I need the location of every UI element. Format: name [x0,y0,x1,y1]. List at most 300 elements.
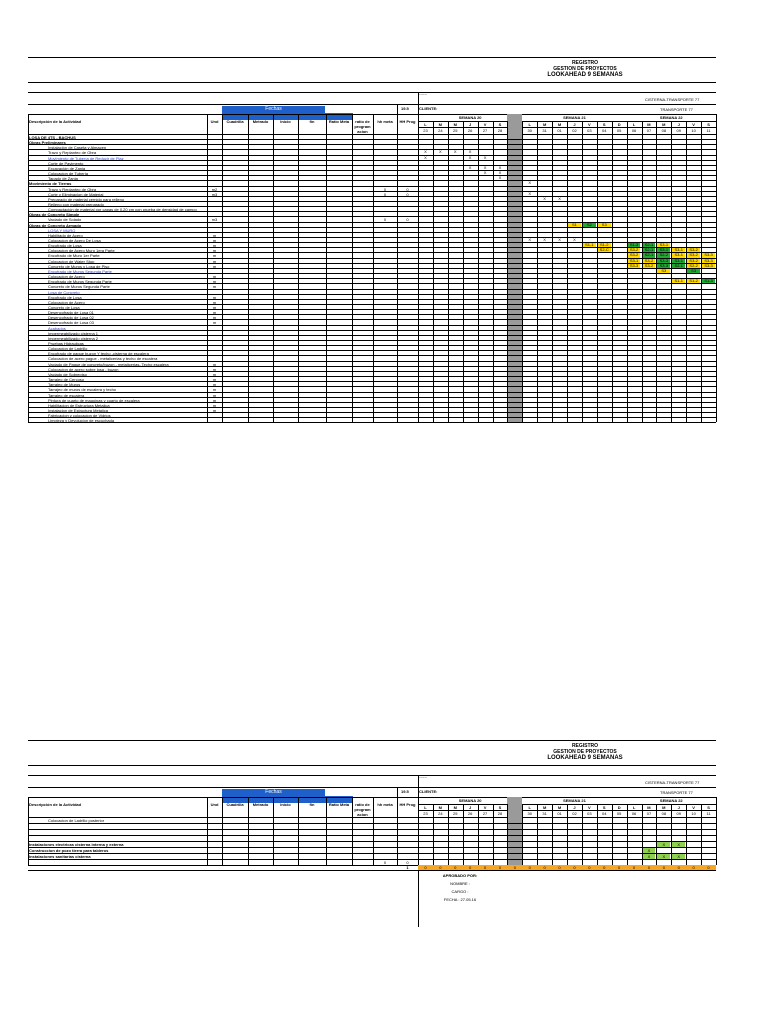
approval-date: FECHA : 27.05.16 [443,897,477,902]
day-letter: V [483,805,487,810]
grid-line [222,114,223,422]
day-letter: J [573,805,576,810]
day-date: 28 [497,811,503,816]
grid-line [28,829,716,830]
day-date: 26 [467,128,473,133]
grid-line [28,870,716,871]
activity-description: Trazo y Replanteo de Obra [48,150,97,156]
grid-line [656,804,657,865]
week-header: SEMANA 21 [563,115,586,120]
unit-cell: m [212,402,217,408]
activity-description: Relleno con material preparado [48,201,104,207]
total-cell: 0 [588,865,591,870]
schedule-mark: X [453,149,457,155]
metrado-header: Metrado [252,802,269,807]
schedule-mark: S3-1 [657,248,670,252]
activity-description: Corte de Pavimento [48,160,84,166]
und-header: Und [210,802,219,807]
day-date: 24 [438,128,443,133]
grid-line [522,804,523,865]
day-date: 06 [631,128,637,133]
grid-line [463,121,464,422]
schedule-mark: X [643,848,656,853]
grid-line [552,804,553,865]
grid-line [597,804,598,865]
schedule-mark: X [672,854,685,859]
grid-line [507,804,508,865]
activity-description: Pintura de cuarto de maquinas y cuarto de escalera [48,397,140,403]
activity-description: Concreto de Losa [48,304,80,310]
activity-description: Colocacion de Acero De Losa [48,238,101,243]
day-letter: V [483,122,487,127]
day-letter: S [498,122,502,127]
day-date: 03 [587,128,592,133]
schedule-mark: S2-2 [687,264,700,268]
activity-description: Concreto de Muros y Losa de Piso [48,263,110,269]
hh-prog-cell: 0 [406,191,409,197]
grid-line [326,797,327,865]
day-letter: M [542,805,547,810]
activity-description: Tarrajeo de escalera [48,392,85,398]
activity-description: LOSA DE 4TS - BACHUS [29,135,76,140]
total-cell: 0 [603,865,606,870]
grid-line [493,804,494,865]
sunday-column [507,797,522,865]
activity-description: Colocacion de Tubería [48,171,89,177]
total-cell: 0 [424,865,427,870]
schedule-mark: S3-3 [702,264,715,268]
activity-description: Habilitado de Acero [48,232,83,238]
hh-prog-cell: 0 [406,860,409,865]
day-letter: L [528,122,531,127]
hh-meta-header: hh meta [377,119,393,124]
activity-description: Acabados [48,325,66,331]
grid-line [397,787,398,797]
unit-cell: m3 [211,217,218,223]
activity-description: LOSA Y MURO [48,227,76,233]
activity-description: Colocacion de Ladrillo posterior [48,818,105,823]
day-date: 25 [453,811,458,816]
unit-cell: m [212,263,217,269]
grid-line [418,804,419,865]
day-letter: M [662,122,666,127]
day-letter: J [573,122,576,127]
schedule-mark: X [424,149,427,155]
transporte-label: TRANSPORTE 77 [660,790,693,795]
schedule-mark: X [558,237,561,242]
day-letter: V [692,122,695,127]
grid-line [493,121,494,422]
hh-prog-cell: 0 [406,186,409,192]
day-letter: S [602,805,606,810]
gestion-title: GESTION DE PROYECTOS [553,66,617,72]
unit-cell: m [212,294,217,300]
schedule-mark: X [543,237,546,242]
total-cell: 0 [543,865,546,870]
day-date: 30 [527,811,532,816]
schedule-mark: S1-1 [672,279,685,283]
schedule-mark: S1-2 [598,243,611,247]
activity-description: Pruebas Hidraulicas [48,341,84,346]
activity-description: Colocacion de Water Stop [48,258,95,264]
day-date: 10 [691,128,696,133]
schedule-mark: S3-3 [657,264,670,268]
approved-by: APROBADO POR: [442,873,478,878]
unit-cell: m [212,232,217,238]
desc-header: Descripción de la Actividad [29,802,82,807]
unit-cell: m [212,304,217,310]
schedule-mark: X [643,854,656,859]
activity-description: Encofrado de Losa [48,243,82,249]
schedule-mark: X [498,175,502,181]
project-dashes: ------ [419,774,427,779]
day-date: 25 [453,128,458,133]
day-letter: S [602,122,606,127]
activity-description: Tarrajeo de Cercoso [48,377,85,383]
activity-description: Obras Preliminares [29,140,66,146]
activity-description: Colocacion de Acero Muro 1era Parte [48,248,115,254]
grid-line [248,114,249,422]
day-date: 05 [616,811,622,816]
activity-description: Instalacion de Estructura Metalica [48,407,109,413]
inicio-header: Inicio [280,802,291,807]
activity-description: Trazo y Replanteo de Obra [48,186,97,192]
grid-line [397,104,398,114]
day-date: 08 [661,811,667,816]
grid-line [448,121,449,422]
day-letter: J [677,122,680,127]
grid-line [642,121,643,422]
total-cell: 0 [662,865,665,870]
schedule-mark: X [528,190,532,196]
cuadrilla-header: Cuadrilla [226,802,244,807]
schedule-mark: S3-2 [643,264,656,268]
activity-description: Colocacion de Ladrillo [48,346,88,352]
schedule-mark: X [558,195,561,201]
ratio-meta-header: Ratio Meta [328,802,350,807]
activity-description: Movimiento de Tubería de Reducir de Plaz [48,155,124,161]
registro-title: REGISTRO [571,743,599,749]
grid-line [352,114,353,422]
activity-description: Instalaciones sanitarias cisterna [29,854,91,859]
unit-cell: m [212,284,217,290]
cliente-label: CLIENTE: [419,106,438,111]
day-letter: V [588,805,591,810]
grid-line [627,121,628,422]
activity-description: Instalaciones electricas cisterna interna y externa [29,842,124,847]
day-letter: V [692,805,695,810]
grid-line [686,121,687,422]
fin-header: fin [309,802,315,807]
grid-line [207,797,208,865]
total-cell: 0 [483,865,487,870]
activity-description: Tapado de Zanja [48,176,78,182]
total-cell: 0 [439,865,442,870]
activity-description: Encofrado de Muro 1er Parte [48,253,100,259]
activity-description: Encofrado de Muros Segunda Parte [48,279,112,285]
grid-line [326,114,327,422]
day-date: 07 [646,128,652,133]
grid-line [537,121,538,422]
schedule-mark: S3-3 [628,264,641,268]
hh-meta-cell: 0 [383,217,387,223]
project-dashes: ------ [419,91,427,96]
fechas-header: Fechas [222,106,325,113]
schedule-mark: X [468,149,472,155]
grid-line [597,121,598,422]
grid-line [298,114,299,422]
unit-cell: m [212,299,217,305]
day-letter: M [662,805,666,810]
day-letter: L [424,122,427,127]
inicio-header: Inicio [280,119,291,124]
grid-line [28,775,716,776]
hh-prog-header: HH Prog [399,802,416,807]
day-date: 24 [438,811,443,816]
day-date: 09 [676,811,681,816]
grid-line [28,57,716,58]
unit-cell: m2 [211,186,218,192]
schedule-mark: S3-1 [672,259,685,263]
grid-line [567,121,568,422]
schedule-mark: S3 [657,269,670,273]
ratio-prog-header: ratio de program acion [354,802,371,817]
grid-line [418,92,419,114]
schedule-mark: S3-3 [702,253,715,257]
grid-line [433,121,434,422]
activity-description: Corte y Eliminacion de Material [48,191,104,197]
unit-cell: m [212,366,217,372]
unit-cell: m [212,279,217,285]
total-cell: 0 [573,865,576,870]
cuenta-value: 19.5 [401,106,409,111]
day-date: 10 [691,811,696,816]
grid-line [28,740,716,741]
schedule-mark: X [498,170,502,176]
week-header: SEMANA 22 [659,798,683,803]
cuenta-value: 19.5 [401,789,409,794]
grid-line [522,121,523,422]
grid-line [463,804,464,865]
unit-cell: m [212,248,217,254]
activity-description: Vaciado de Pague de concreto/buzon - metalicerias- Techo escalera [48,361,169,367]
unit-cell: m [212,407,217,413]
activity-description: Encofrado de Losa [48,294,82,300]
grid-line [28,92,716,93]
transporte-label: TRANSPORTE 77 [660,107,693,112]
schedule-mark: S2 [583,223,596,227]
fechas-header: Fechas [222,789,325,796]
grid-line [478,804,479,865]
grid-line [433,804,434,865]
unit-cell: m [212,392,217,398]
grid-line [352,797,353,865]
activity-description: Limpieza y Devolucion de escuchada [48,418,115,424]
grid-line [701,804,702,865]
grid-line [397,114,398,422]
day-date: 04 [602,811,607,816]
schedule-mark: S1-3 [628,243,641,247]
schedule-mark: S3-1 [672,248,685,252]
fin-header: fin [309,119,315,124]
lookahead-title: LOOKAHEAD 9 SEMANAS [547,72,623,78]
unit-cell: m [212,310,217,316]
day-letter: M [647,805,651,810]
week-header: SEMANA 20 [458,115,482,120]
day-date: 04 [602,128,607,133]
grid-line [28,82,716,83]
day-letter: L [632,122,636,127]
grid-line [612,121,613,422]
activity-description: Tarrajeo de muros de escalera y techo [48,387,117,393]
day-letter: M [453,122,457,127]
grid-line [273,114,274,422]
day-date: 11 [706,128,711,133]
totals-label: 1 [406,865,409,870]
grid-line [28,823,716,824]
day-letter: J [677,805,680,810]
activity-description: Desencofrado de Losa 01 [48,310,94,316]
activity-description: Desencofrado de Losa 02 [48,315,94,321]
day-letter: M [557,805,562,810]
day-letter: D [617,122,621,127]
unit-cell: m [212,377,217,383]
approver-role: CARGO : [451,889,469,894]
grid-line [716,797,717,865]
schedule-mark: S2-2 [657,253,670,257]
schedule-mark: S1-1 [583,243,596,247]
grid-line [28,797,29,865]
grid-line [671,804,672,865]
unit-cell: m [212,258,217,264]
day-letter: S [707,122,710,127]
day-letter: D [617,805,621,810]
schedule-mark: S3-3 [657,259,670,263]
total-cell: 0 [707,865,710,870]
day-letter: S [498,805,502,810]
day-letter: M [542,122,547,127]
day-letter: M [453,805,457,810]
schedule-mark: X [543,195,546,201]
day-date: 02 [572,128,577,133]
schedule-mark: X [657,854,670,859]
activity-description: Excavación de Zanja [48,165,86,171]
approver-name: NOMBRE : [450,881,470,886]
day-date: 01 [557,811,562,816]
schedule-mark: S3-2 [628,253,641,257]
grid-line [298,797,299,865]
activity-description: Colocacion de acero pague - metalicerias y techo de escalera [48,356,158,362]
grid-line [642,804,643,865]
activity-description: Encofrado de pague buzon Y techo -cisterna de escalera [48,351,149,357]
grid-line [552,121,553,422]
day-date: 09 [676,128,681,133]
day-letter: M [438,805,442,810]
hh-meta-header: hh meta [377,802,393,807]
unit-cell: m [212,397,217,403]
day-date: 23 [423,811,428,816]
hh-meta-cell: 0 [383,860,387,865]
week-header: SEMANA 21 [563,798,586,803]
schedule-mark: X [672,842,685,847]
activity-description: Compactación de material por capas de 0.20 cm con prueba de densidad de campo [48,207,197,213]
day-letter: S [707,805,710,810]
schedule-mark: S3-2 [687,253,700,257]
grid-line [222,797,223,865]
hh-meta-cell: 0 [383,191,387,197]
activity-description: Preparado de material cernido para relleno [48,196,125,202]
day-date: 08 [661,128,667,133]
activity-description: Movimiento de Tierras [29,181,72,187]
day-date: 05 [616,128,622,133]
grid-line [671,121,672,422]
unit-cell: m [212,371,217,377]
ratio-prog-header: ratio de program acion [354,119,371,134]
schedule-mark: S2-1 [643,243,656,247]
grid-line [507,121,508,422]
day-date: 31 [542,811,547,816]
day-letter: L [424,805,427,810]
schedule-mark: S1 [568,223,581,227]
unit-cell: m3 [211,191,218,197]
day-date: 27 [482,128,488,133]
unit-cell: m [212,253,217,259]
day-date: 07 [646,811,652,816]
unit-cell: m [212,320,217,326]
total-cell: 0 [454,865,457,870]
schedule-mark: X [498,164,502,170]
schedule-mark: S2-C [599,247,609,253]
grid-line [28,787,716,788]
activity-description: Colocacion de Acero [48,299,85,305]
activity-description: Vaciado de Solado [48,217,82,223]
grid-line [397,797,398,865]
schedule-mark: S3-2 [687,248,700,252]
grid-line [373,114,374,422]
schedule-mark: S3 [598,223,611,227]
activity-description: Impermeabilizado cisterna 1 [48,330,99,336]
schedule-mark: S3-2 [628,248,641,252]
schedule-mark: X [483,164,487,170]
schedule-mark: S3-1 [657,243,670,247]
schedule-mark: X [528,237,532,242]
total-cell: 0 [692,865,695,870]
schedule-mark: S2-1 [672,264,685,268]
schedule-mark: S2-1 [643,248,656,252]
schedule-mark: X [573,237,576,242]
unit-cell: m [212,387,217,393]
und-header: Und [210,119,219,124]
day-date: 26 [467,811,473,816]
grid-line [612,804,613,865]
project-name: CISTERNA-TRANSPORTE 77 [645,97,700,102]
day-letter: L [632,805,636,810]
hh-prog-header: HH Prog [399,119,416,124]
day-letter: M [557,122,562,127]
gestion-title: GESTION DE PROYECTOS [553,749,617,755]
day-letter: V [588,122,591,127]
total-cell: 0 [677,865,680,870]
unit-cell: m [212,274,217,280]
day-date: 28 [497,128,503,133]
day-date: 31 [542,128,547,133]
unit-cell: m [212,361,217,367]
desc-header: Descripción de la Actividad [29,119,82,124]
schedule-mark: S3-3 [702,259,715,263]
hh-meta-cell: 0 [383,186,387,192]
registro-title: REGISTRO [571,60,599,66]
schedule-mark: X [657,842,670,847]
